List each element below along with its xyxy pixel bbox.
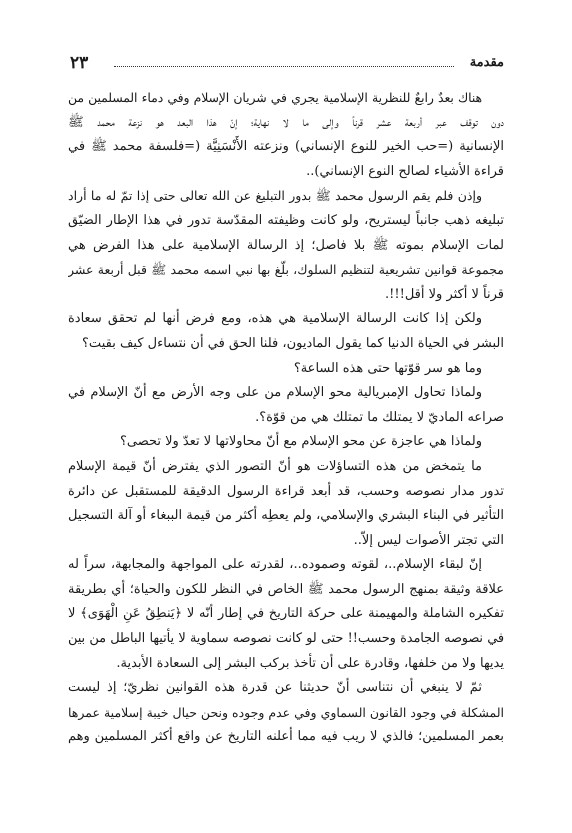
text-line: علاقة وثيقة بمنهج الرسول محمد ﷺ الخاص في النظر للكون والحياة؛ أي بطريقة: [68, 581, 504, 597]
paragraph: [68, 307, 504, 356]
paragraph: [68, 381, 504, 430]
text-line: تدور مدار نصوصه وحسب، قد أبعد قراءة الرسول الدقيقة للمستقبل عن دائرة: [68, 483, 504, 499]
text-line: التي تجتر الأصوات ليس إلاّ..: [353, 532, 504, 548]
text-line: هناك بعدٌ رابعٌ للنظرية الإسلامية يجري في شريان الإسلام وفي دماء المسلمين من: [68, 91, 482, 105]
text-line: ولماذا هي عاجزة عن محو الإسلام مع أنّ محاولاتها لا تعدّ ولا تحصى؟: [119, 434, 482, 450]
body-text: [68, 86, 504, 750]
text-line: ولماذا تحاول الإمبريالية محو الإسلام من على وجه الأرض مع أنّ الإسلام في: [68, 385, 482, 401]
text-line: قرناً لا أكثر ولا أقل!!!.: [385, 286, 504, 302]
text-line: لمات الإسلام بموته ﷺ بلا فاصل؛ إذ الرسالة الإسلامية على هذا الفرض هي: [68, 237, 504, 253]
text-line: ولكن إذا كانت الرسالة الإسلامية هي هذه، ومع فرض أنها لم تحقق سعادة: [68, 311, 482, 327]
text-line: دون توقف عبر أربعة عشر قرناً وإلى ما لا نهاية؛ إنّ هذا البعد هو نزعة محمد ﷺ: [68, 114, 504, 130]
header-dotted-rule: [114, 66, 454, 67]
text-line: وإذن فلم يقم الرسول محمد ﷺ بدور التبليغ عن الله تعالى حتى إذا تمّ له ما أراد: [68, 188, 482, 204]
text-line: وما هو سر قوّتها حتى هذه الساعة؟: [293, 360, 482, 376]
chapter-title: مقدمة: [464, 52, 504, 74]
paragraph: [68, 553, 504, 676]
text-line: التأثير في البناء البشري والإسلامي، ولم يعطِه أكثر من قيمة الببغاء أو آلة التسجيل: [68, 508, 504, 524]
text-line: ثمّ لا ينبغي أن نتناسى أنّ حديثنا عن قدرة هذه القوانين نظريّ؛ إذ ليست: [68, 680, 482, 696]
paragraph: [68, 184, 504, 307]
text-line: إنّ لبقاء الإسلام..، لقوته وصموده..، لقدرته على المواجهة والمجابهة، سراً له: [68, 557, 482, 573]
text-line: الإنسانية (=حب الخير للنوع الإنساني) ونزعته الأَنْسَنِيَّة (=فلسفة محمد ﷺ في: [68, 139, 504, 155]
paragraph: [68, 86, 504, 184]
paragraph: [68, 430, 504, 455]
text-line: في نصوصه الجامدة وحسب!! حتى لو كانت نصوصه سماوية لا يأتيها الباطل من بين: [68, 631, 504, 647]
text-line: صراعه الماديّ لا يمتلك ما تمتلك هي من قوّة؟.: [255, 409, 504, 425]
text-line: قراءة الأشياء لصالح النوع الإنساني)..: [306, 163, 504, 179]
text-line: ما يتمخض من هذه التساؤلات هو أنّ التصور الذي يفترض أنّ قيمة الإسلام: [68, 458, 482, 474]
text-line: تبليغه ذهب جانباً ليستريح، ولو كانت وظيفته المقدّسة تدور في هذا الإطار الضيّق: [68, 212, 504, 228]
paragraph: [68, 357, 504, 382]
running-header: [70, 52, 504, 74]
text-line: بعمر المسلمين؛ فالذي لا ريب فيه مما أعلنه التاريخ عن واقع أكثر المسلمين وهم: [68, 729, 504, 745]
text-line: تفكيره الشاملة والمهيمنة على حركة التاريخ في إطار أنّه لا ﴿يَنطِقُ عَنِ الْهَوَى﴾ لا: [68, 606, 504, 622]
text-line: يديها ولا من خلفها، وقادرة على أن تأخذ بركب البشر إلى السعادة الأبدية.: [116, 655, 504, 671]
paragraph: [68, 455, 504, 553]
text-line: البشر في الحياة الدنيا كما يقول الماديون، فلنا الحق في أن نتساءل كيف بقيت؟: [82, 335, 504, 351]
text-line: المشكلة في وجود القانون السماوي وفي عدم وجوده ونحن حيال خيبة إسلامية عمرها: [68, 704, 504, 720]
page-number: ٢٣: [70, 52, 94, 74]
text-line: مجموعة قوانين تشريعية لتنظيم السلوك، بلّغ بها نبي اسمه محمد ﷺ قبل أربعة عشر: [68, 262, 504, 278]
paragraph: [68, 676, 504, 750]
